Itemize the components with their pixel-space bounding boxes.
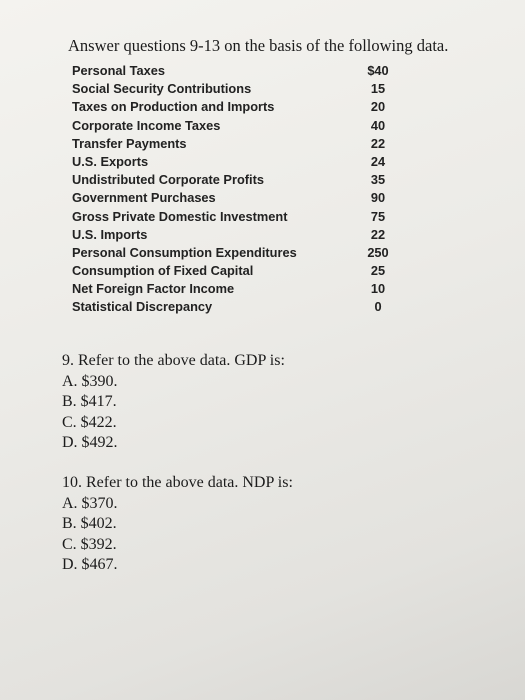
row-value: 15	[370, 81, 386, 97]
row-value: 20	[370, 99, 386, 115]
row-label: Undistributed Corporate Profits	[72, 172, 264, 188]
answer-option: B. $417.	[62, 393, 117, 410]
data-table	[72, 62, 408, 317]
question-text: 10. Refer to the above data. NDP is:	[62, 474, 293, 491]
row-label: Consumption of Fixed Capital	[72, 263, 254, 279]
question-10	[62, 473, 293, 576]
answer-option: A. $370.	[62, 494, 118, 512]
answer-option: C. $422.	[62, 413, 117, 431]
row-label: Statistical Discrepancy	[72, 299, 213, 315]
data-row	[72, 153, 408, 171]
data-row	[72, 262, 408, 280]
row-value: 24	[370, 153, 386, 169]
row-value: 22	[370, 135, 386, 151]
intro-text: Answer questions 9-13 on the basis of the following data.	[68, 36, 449, 55]
data-row	[72, 171, 408, 189]
data-row	[72, 62, 408, 80]
data-row	[72, 280, 408, 298]
data-row	[72, 98, 408, 116]
data-row	[72, 244, 408, 262]
row-value: 25	[370, 263, 386, 279]
data-row	[72, 226, 408, 244]
answer-option: A. $390.	[62, 372, 118, 390]
row-label: Personal Consumption Expenditures	[72, 244, 297, 260]
question-text: 9. Refer to the above data. GDP is:	[62, 352, 285, 369]
row-label: Government Purchases	[72, 190, 216, 206]
data-row	[72, 117, 408, 135]
row-value: 40	[370, 117, 386, 133]
data-row	[72, 208, 408, 226]
row-label: Taxes on Production and Imports	[72, 99, 275, 115]
question-9	[62, 351, 285, 454]
data-row	[72, 298, 408, 316]
row-value: 90	[370, 190, 386, 206]
data-row	[72, 135, 408, 153]
row-label: Social Security Contributions	[72, 81, 252, 97]
row-label: Transfer Payments	[72, 135, 187, 151]
row-label: Net Foreign Factor Income	[72, 281, 235, 297]
row-value: $40	[367, 63, 389, 78]
row-label: U.S. Exports	[72, 153, 149, 169]
data-row	[72, 189, 408, 207]
data-row	[72, 80, 408, 98]
answer-option: D. $492.	[62, 434, 118, 451]
row-label: Corporate Income Taxes	[72, 117, 221, 133]
row-value: 0	[374, 299, 382, 315]
row-value: 10	[370, 281, 386, 297]
row-value: 75	[370, 208, 386, 224]
row-value: 22	[370, 226, 386, 242]
row-label: Gross Private Domestic Investment	[72, 208, 288, 224]
row-label: Personal Taxes	[72, 63, 165, 78]
answer-option: B. $402.	[62, 515, 117, 532]
row-label: U.S. Imports	[72, 226, 148, 242]
answer-option: C. $392.	[62, 535, 117, 553]
row-value: 35	[370, 172, 386, 188]
answer-option: D. $467.	[62, 556, 118, 573]
row-value: 250	[367, 244, 389, 260]
